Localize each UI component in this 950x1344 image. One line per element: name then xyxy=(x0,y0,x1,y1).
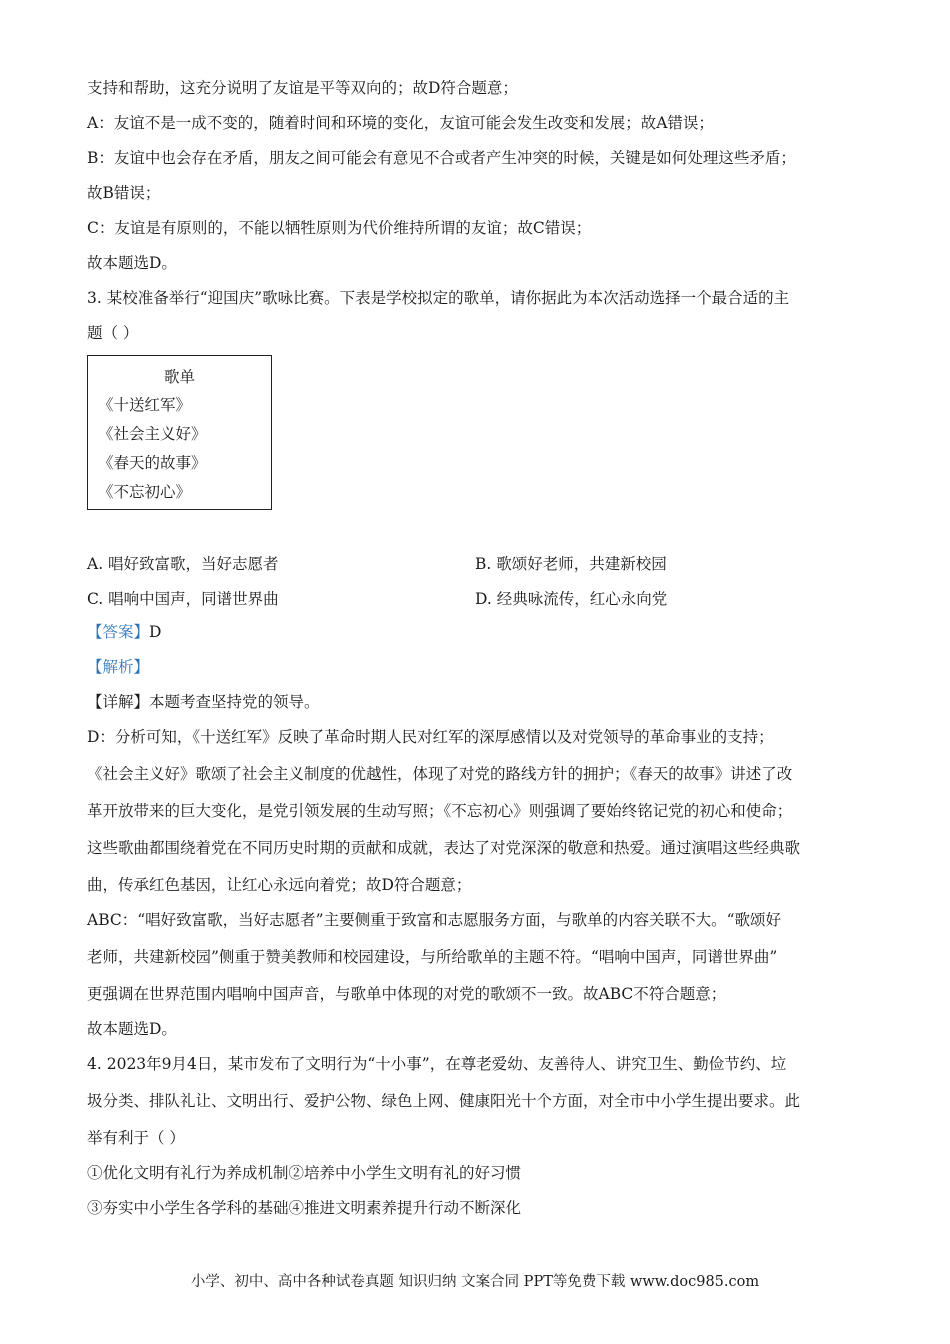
song-list-title: 歌单 xyxy=(163,368,195,386)
text-line: 更强调在世界范围内唱响中国声音，与歌单中体现的对党的歌颂不一致。故ABC不符合题意； xyxy=(87,985,727,1003)
song-item: 《春天的故事》 xyxy=(98,454,207,472)
text-line: D：分析可知，《十送红军》反映了革命时期人民对红军的深厚感情以及对党领导的革命事业的支持； xyxy=(87,728,774,746)
answer-tag: 【答案】 xyxy=(87,623,150,641)
song-item: 《不忘初心》 xyxy=(98,483,192,501)
option-b: B. 歌颂好老师，共建新校园 xyxy=(475,555,667,573)
text-line: B：友谊中也会存在矛盾，朋友之间可能会有意见不合或者产生冲突的时候，关键是如何处理这些矛盾； xyxy=(87,149,796,167)
option-d: D. 经典咏流传，红心永向党 xyxy=(475,590,668,608)
text-line: 故本题选D。 xyxy=(87,1020,177,1038)
question-4-stem: 4. 2023年9月4日，某市发布了文明行为“十小事”，在尊老爱幼、友善待人、讲究卫生、勤俭节约、垃 xyxy=(87,1055,787,1073)
text-line: 老师，共建新校园”侧重于赞美教师和校园建设，与所给歌单的主题不符。“唱响中国声，同谱世界曲” xyxy=(87,948,778,966)
answer-line xyxy=(87,622,867,642)
option-a: A. 唱好致富歌，当好志愿者 xyxy=(87,555,279,573)
song-item: 《十送红军》 xyxy=(98,396,192,414)
question-4-stem-cont: 圾分类、排队礼让、文明出行、爱护公物、绿色上网、健康阳光十个方面，对全市中小学生提出要求。此 xyxy=(87,1092,801,1110)
page-footer: 小学、初中、高中各种试卷真题 知识归纳 文案合同 PPT等免费下载 www.doc985.com xyxy=(190,1274,760,1290)
text-line: A：友谊不是一成不变的，随着时间和环境的变化，友谊可能会发生改变和发展；故A错误； xyxy=(87,114,714,132)
question-4-statements: ①优化文明有礼行为养成机制②培养中小学生文明有礼的好习惯 xyxy=(87,1164,522,1182)
question-3-stem-cont: 题（ ） xyxy=(87,324,139,342)
text-line: 曲，传承红色基因，让红心永远向着党；故D符合题意； xyxy=(87,876,472,894)
text-line: 故B错误； xyxy=(87,184,161,202)
question-4-statements: ③夯实中小学生各学科的基础④推进文明素养提升行动不断深化 xyxy=(87,1199,522,1217)
song-list-box xyxy=(87,355,272,510)
text-line: 《社会主义好》歌颂了社会主义制度的优越性，体现了对党的路线方针的拥护；《春天的故事》讲述了改 xyxy=(87,765,793,783)
text-line: 【详解】本题考查坚持党的领导。 xyxy=(87,693,320,711)
text-line: C：友谊是有原则的，不能以牺牲原则为代价维持所谓的友谊；故C错误； xyxy=(87,219,592,237)
question-4-stem-cont: 举有利于（ ） xyxy=(87,1129,185,1147)
analysis-tag: 【解析】 xyxy=(87,658,150,676)
option-c: C. 唱响中国声，同谱世界曲 xyxy=(87,590,279,608)
song-item: 《社会主义好》 xyxy=(98,425,207,443)
answer-value: D xyxy=(149,623,162,641)
text-line: 故本题选D。 xyxy=(87,254,177,272)
text-line: 支持和帮助，这充分说明了友谊是平等双向的；故D符合题意； xyxy=(87,79,518,97)
text-line: ABC：“唱好致富歌，当好志愿者”主要侧重于致富和志愿服务方面，与歌单的内容关联不大。“歌颂好 xyxy=(87,911,782,929)
text-line: 这些歌曲都围绕着党在不同历史时期的贡献和成就，表达了对党深深的敬意和热爱。通过演唱这些经典歌 xyxy=(87,839,801,857)
question-3-stem: 3. 某校准备举行“迎国庆”歌咏比赛。下表是学校拟定的歌单，请你据此为本次活动选择一个最合适的主 xyxy=(87,289,790,307)
text-line: 革开放带来的巨大变化，是党引领发展的生动写照；《不忘初心》则强调了要始终铭记党的初心和使命； xyxy=(87,802,793,820)
